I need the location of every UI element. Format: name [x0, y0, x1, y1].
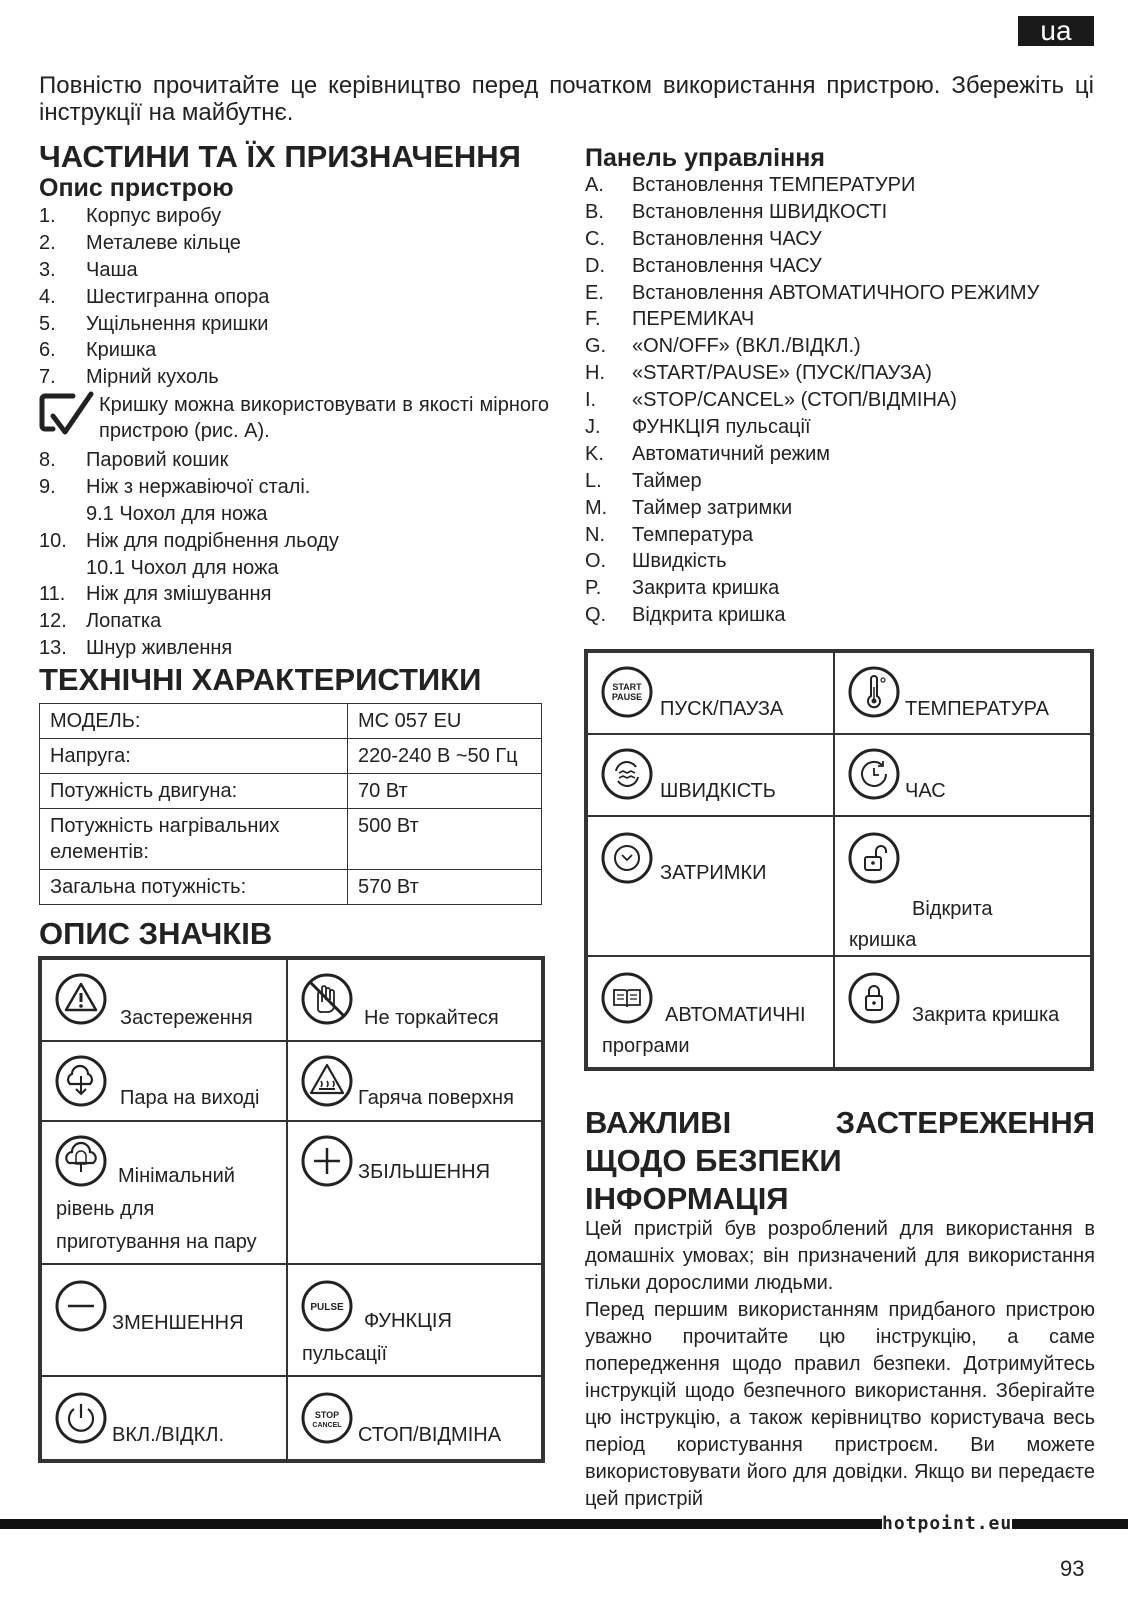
icon-label: Мінімальний рівень для приготування на пару — [56, 1165, 257, 1253]
brand-label: hotpoint.eu — [882, 1511, 1012, 1537]
item-letter: I. — [585, 389, 597, 412]
icon-cell-minus — [41, 1264, 287, 1376]
item-text: Таймер — [632, 469, 702, 492]
icon-cell-delay — [587, 816, 834, 956]
item-text: Кришка — [86, 339, 157, 362]
pulse-badge-text: PULSE — [310, 1302, 344, 1313]
item-text: Закрита кришка — [632, 577, 780, 600]
icon-label: ЗМЕНШЕННЯ — [112, 1312, 244, 1334]
spec-key: Напруга: — [40, 739, 348, 774]
icon-label: кришка — [849, 929, 917, 951]
icon-label-wrap — [302, 1305, 532, 1371]
hot-surface-icon — [300, 1054, 354, 1108]
item-text: Корпус виробу — [86, 205, 222, 227]
spec-value: 70 Вт — [348, 774, 542, 809]
item-letter: D. — [585, 254, 605, 277]
plus-icon — [300, 1134, 354, 1188]
panel-list — [585, 172, 1095, 629]
safety-heading-word: ВАЖЛИВІ — [585, 1105, 732, 1140]
icon-cell-temperature — [834, 652, 1091, 734]
item-text: Шестигранна опора — [86, 285, 270, 308]
list-item — [585, 199, 1095, 226]
safety-section — [585, 1106, 1095, 1513]
item-letter: M. — [585, 496, 608, 519]
item-letter: G. — [585, 335, 607, 358]
note-text: Кришку можна використовувати в якості мірного пристрою (рис. A). — [99, 394, 549, 442]
icon-label-wrap — [56, 1160, 281, 1259]
list-item — [39, 635, 539, 662]
item-text: Встановлення АВТОМАТИЧНОГО РЕЖИМУ — [632, 281, 1040, 304]
list-item — [585, 387, 1095, 414]
icon-label: ЧАС — [905, 780, 946, 802]
safety-paragraph-2: Перед першим використанням придбаного пристрою уважно прочитайте цю інструкцію, а саме попередження щодо правил безпеки. Дотримуйтесь інструкцій щодо безпечного використання. Зберігайте цю інструкцію, а також керівництво користувача весь період користування пристроєм. Ви можете використовувати його для довідки. Якщо ви передаєте цей пристрій — [585, 1299, 1095, 1510]
item-text: Металеве кільце — [86, 231, 241, 254]
table-row — [40, 739, 542, 774]
list-item — [585, 360, 1095, 387]
list-item — [39, 230, 539, 257]
icon-label: програми — [602, 1035, 690, 1057]
item-letter: Q. — [585, 604, 607, 627]
list-item — [39, 364, 539, 391]
list-item — [39, 284, 539, 311]
power-icon — [54, 1391, 108, 1445]
safety-heading-word: ЗАСТЕРЕЖЕННЯ — [835, 1105, 1095, 1140]
item-letter: E. — [585, 281, 604, 304]
item-number: 5. — [39, 312, 56, 335]
icons-heading: ОПИС ЗНАЧКІВ — [39, 916, 273, 951]
icon-label: ТЕМПЕРАТУРА — [905, 698, 1049, 720]
list-item — [39, 337, 539, 364]
list-item — [39, 608, 539, 635]
list-item — [39, 581, 539, 608]
stop-badge-text: STOP — [314, 1410, 340, 1420]
unlock-icon — [847, 831, 901, 885]
item-text: Відкрита кришка — [632, 604, 786, 627]
item-text: Мірний кухоль — [86, 366, 219, 389]
warning-icon — [54, 972, 108, 1026]
item-number: 4. — [39, 285, 56, 308]
icon-cell-stop — [287, 1376, 542, 1460]
item-number: 8. — [39, 449, 56, 471]
list-item — [585, 441, 1095, 468]
item-number: 13. — [39, 637, 67, 660]
spec-value: 220-240 В ~50 Гц — [348, 739, 542, 774]
speed-icon — [600, 747, 654, 801]
icon-cell-plus — [287, 1121, 542, 1264]
icon-cell-pulse — [287, 1264, 542, 1376]
item-number: 2. — [39, 231, 56, 254]
item-number: 12. — [39, 610, 67, 633]
item-letter: J. — [585, 416, 601, 439]
checkmark-note-icon — [39, 390, 95, 436]
item-text: 10.1 Чохол для ножа — [86, 556, 279, 579]
list-item — [585, 306, 1095, 333]
list-item — [585, 495, 1095, 522]
item-number: 11. — [39, 583, 66, 606]
lock-icon — [847, 971, 901, 1025]
book-icon — [600, 971, 654, 1025]
list-item — [585, 226, 1095, 253]
item-text: Паровий кошик — [86, 449, 229, 471]
item-letter: O. — [585, 550, 607, 573]
item-letter: B. — [585, 200, 604, 223]
specs-heading: ТЕХНІЧНІ ХАРАКТЕРИСТИКИ — [39, 662, 482, 697]
safety-heading-line2: ЩОДО БЕЗПЕКИ — [585, 1143, 842, 1178]
icon-label: ЗБІЛЬШЕННЯ — [358, 1161, 491, 1183]
icon-cell-do-not-touch — [287, 959, 542, 1041]
table-row — [40, 704, 542, 739]
icon-label: СТОП/ВІДМІНА — [358, 1424, 502, 1446]
item-letter: K. — [585, 442, 604, 465]
note-block — [39, 392, 549, 444]
icon-cell-min-steam — [41, 1121, 287, 1264]
spec-key: Загальна потужність: — [40, 870, 348, 905]
intro-paragraph: Повністю прочитайте це керівництво перед початком використання пристрою. Збережіть ці інструкції на майбутнє. — [39, 72, 1094, 126]
item-text: Встановлення ТЕМПЕРАТУРИ — [632, 174, 916, 196]
icon-cell-time — [834, 734, 1091, 816]
item-letter: A. — [585, 174, 604, 196]
specs-table — [39, 703, 542, 905]
list-item — [39, 257, 539, 284]
spec-value: MC 057 EU — [348, 704, 542, 739]
item-text: ФУНКЦІЯ пульсації — [632, 416, 811, 439]
minus-icon — [54, 1279, 108, 1333]
icon-cell-power — [41, 1376, 287, 1460]
panel-icons-table — [584, 649, 1094, 1071]
cancel-badge-text: CANCEL — [312, 1422, 342, 1429]
item-text: Таймер затримки — [632, 496, 793, 519]
list-item — [585, 280, 1095, 307]
parts-heading: ЧАСТИНИ ТА ЇХ ПРИЗНАЧЕННЯ — [39, 139, 521, 174]
language-badge: ua — [1018, 16, 1094, 46]
icons-table — [38, 956, 545, 1463]
icon-label: Гаряча поверхня — [358, 1087, 514, 1109]
item-text: ПЕРЕМИКАЧ — [632, 308, 755, 331]
list-item — [585, 602, 1095, 629]
icon-label: АВТОМАТИЧНІ — [665, 1004, 806, 1026]
item-letter: F. — [585, 308, 601, 331]
item-text: Ущільнення кришки — [86, 312, 269, 335]
item-letter: L. — [585, 469, 602, 492]
do-not-touch-icon — [300, 972, 354, 1026]
list-item — [585, 172, 1095, 199]
item-text: «START/PAUSE» (ПУСК/ПАУЗА) — [632, 362, 932, 385]
icon-cell-lock — [834, 956, 1091, 1068]
list-item — [585, 468, 1095, 495]
item-text: Температура — [632, 523, 754, 546]
item-text: Встановлення ЧАСУ — [632, 254, 822, 277]
item-letter: H. — [585, 362, 605, 385]
item-text: Ніж з нержавіючої сталі. — [86, 475, 311, 498]
item-number: 7. — [39, 366, 56, 389]
item-text: Встановлення ШВИДКОСТІ — [632, 200, 888, 223]
list-item — [39, 501, 539, 528]
pause-badge-text: PAUSE — [611, 692, 643, 702]
list-item — [39, 447, 539, 474]
safety-heading-line3: ІНФОРМАЦІЯ — [585, 1181, 789, 1216]
parts-subheading: Опис пристрою — [39, 174, 234, 202]
spec-value: 570 Вт — [348, 870, 542, 905]
timer-icon — [847, 747, 901, 801]
item-text: Чаша — [86, 258, 138, 281]
list-item — [585, 548, 1095, 575]
item-number: 6. — [39, 339, 56, 362]
list-item — [39, 203, 539, 230]
table-row — [40, 870, 542, 905]
item-number: 9. — [39, 475, 56, 498]
list-item — [39, 555, 539, 582]
item-text: 9.1 Чохол для ножа — [86, 502, 268, 525]
list-item — [585, 333, 1095, 360]
start-pause-icon — [600, 665, 654, 719]
item-text: Ніж для змішування — [86, 583, 272, 606]
item-letter: P. — [585, 577, 602, 600]
list-item — [39, 311, 539, 338]
item-text: «STOP/CANCEL» (СТОП/ВІДМІНА) — [632, 389, 957, 412]
item-number: 3. — [39, 258, 56, 281]
icon-cell-steam-out — [41, 1041, 287, 1121]
safety-heading-line1 — [585, 1106, 1095, 1140]
icon-label: Не торкайтеся — [364, 1007, 499, 1029]
item-text: Шнур живлення — [86, 637, 233, 660]
item-letter: N. — [585, 523, 605, 546]
item-letter: C. — [585, 227, 605, 250]
icon-label: ФУНКЦІЯ пульсації — [302, 1310, 452, 1365]
thermometer-icon — [847, 665, 901, 719]
item-number: 10. — [39, 529, 67, 552]
icon-label: Закрита кришка — [912, 1004, 1060, 1026]
spec-key: Потужність нагрівальних елементів: — [40, 809, 348, 870]
list-item — [585, 414, 1095, 441]
icon-cell-auto-programs — [587, 956, 834, 1068]
list-item — [585, 575, 1095, 602]
start-badge-text: START — [612, 682, 642, 692]
icon-cell-hot-surface — [287, 1041, 542, 1121]
steam-out-icon — [54, 1054, 108, 1108]
icon-cell-speed — [587, 734, 834, 816]
item-text: Встановлення ЧАСУ — [632, 227, 822, 250]
icon-cell-start-pause — [587, 652, 834, 734]
list-item — [39, 474, 539, 501]
parts-list-a — [39, 203, 539, 391]
table-row — [40, 774, 542, 809]
spec-key: МОДЕЛЬ: — [40, 704, 348, 739]
icon-label: ШВИДКІСТЬ — [660, 780, 776, 802]
icon-label: ЗАТРИМКИ — [660, 862, 767, 884]
spec-value: 500 Вт — [348, 809, 542, 870]
page-number: 93 — [1060, 1556, 1085, 1581]
icon-label: ПУСК/ПАУЗА — [660, 698, 784, 720]
panel-heading: Панель управління — [585, 144, 825, 172]
icon-label: Пара на виході — [120, 1087, 260, 1109]
spec-key: Потужність двигуна: — [40, 774, 348, 809]
icon-label: ВКЛ./ВІДКЛ. — [112, 1424, 225, 1446]
item-text: Лопатка — [86, 610, 162, 633]
item-number: 1. — [39, 205, 56, 227]
item-text: «ON/OFF» (ВКЛ./ВІДКЛ.) — [632, 335, 861, 358]
item-text: Ніж для подрібнення льоду — [86, 529, 339, 552]
icon-label: Відкрита — [912, 898, 993, 920]
list-item — [39, 528, 539, 555]
parts-list-b — [39, 447, 539, 662]
list-item — [585, 253, 1095, 280]
item-text: Автоматичний режим — [632, 442, 831, 465]
icon-cell-unlock — [834, 816, 1091, 956]
icon-label: Застереження — [120, 1007, 253, 1029]
safety-paragraph-1: Цей пристрій був розроблений для використання в домашніх умовах; він призначений для використання тільки дорослими людьми. — [585, 1218, 1095, 1294]
item-text: Швидкість — [632, 550, 727, 573]
list-item — [585, 522, 1095, 549]
delay-icon — [600, 831, 654, 885]
icon-cell-warning — [41, 959, 287, 1041]
stop-cancel-icon — [300, 1391, 354, 1445]
table-row — [40, 809, 542, 870]
